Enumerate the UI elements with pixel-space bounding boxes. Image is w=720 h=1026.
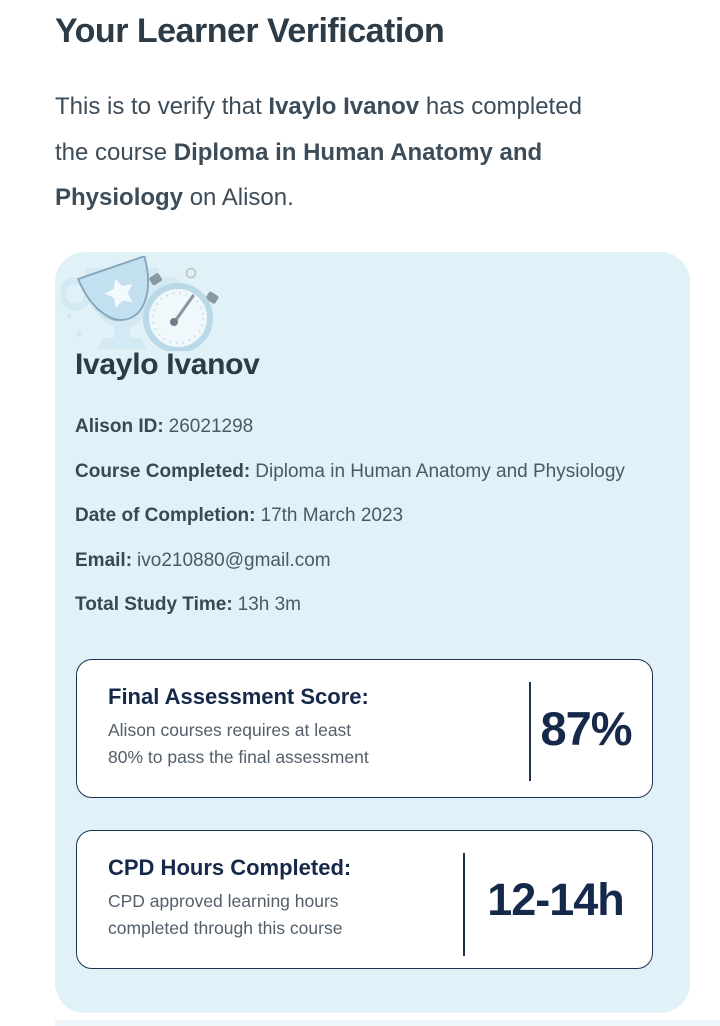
cpd-desc-line1: CPD approved learning hours bbox=[108, 891, 339, 911]
intro-line1-prefix: This is to verify that bbox=[55, 93, 269, 120]
intro-text bbox=[55, 84, 685, 221]
detail-value: Diploma in Human Anatomy and Physiology bbox=[255, 460, 625, 482]
score-desc-line1: Alison courses requires at least bbox=[108, 720, 352, 740]
detail-label: Email: bbox=[75, 549, 133, 571]
intro-course-part2: Physiology bbox=[55, 184, 184, 211]
intro-learner-name: Ivaylo Ivanov bbox=[268, 93, 420, 120]
cpd-box-description bbox=[108, 888, 351, 942]
detail-label: Total Study Time: bbox=[75, 594, 233, 615]
intro-line2-prefix: the course bbox=[55, 138, 174, 166]
cpd-hours-box bbox=[76, 830, 653, 969]
score-box-divider bbox=[529, 682, 531, 781]
learner-name: Ivaylo Ivanov bbox=[75, 348, 260, 381]
intro-course-part1: Diploma in Human Anatomy and bbox=[173, 138, 543, 166]
cpd-box-text bbox=[108, 855, 351, 942]
score-box-description bbox=[108, 717, 369, 771]
cpd-box-divider bbox=[463, 853, 465, 956]
detail-value: ivo210880@gmail.com bbox=[137, 549, 331, 571]
final-assessment-score-box bbox=[76, 659, 653, 798]
detail-label: Course Completed: bbox=[75, 460, 251, 482]
intro-line3-suffix: on Alison. bbox=[183, 184, 294, 211]
intro-line1-suffix: has completed bbox=[419, 93, 582, 120]
detail-row-alison-id bbox=[75, 416, 625, 438]
verification-card bbox=[55, 252, 690, 1013]
detail-row-study-time bbox=[75, 594, 625, 616]
detail-row-email bbox=[75, 550, 625, 572]
next-section-edge bbox=[55, 1020, 720, 1026]
score-box-heading: Final Assessment Score: bbox=[108, 684, 369, 709]
cpd-desc-line2: completed through this course bbox=[108, 918, 343, 938]
detail-label: Alison ID: bbox=[75, 416, 164, 437]
detail-value: 17th March 2023 bbox=[260, 505, 404, 526]
detail-label: Date of Completion: bbox=[75, 505, 256, 526]
detail-value: 13h 3m bbox=[237, 594, 302, 615]
score-box-text bbox=[108, 684, 369, 771]
detail-value: 26021298 bbox=[168, 416, 254, 437]
cpd-value: 12-14h bbox=[487, 873, 624, 925]
detail-row-date bbox=[75, 505, 625, 527]
detail-row-course bbox=[75, 461, 625, 483]
trophy-stopwatch-illustration bbox=[61, 256, 226, 351]
stopwatch-icon bbox=[146, 269, 219, 351]
cpd-box-heading: CPD Hours Completed: bbox=[108, 855, 352, 880]
score-value: 87% bbox=[540, 702, 632, 755]
score-desc-line2: 80% to pass the final assessment bbox=[108, 747, 369, 767]
details-list bbox=[75, 416, 625, 639]
page-title: Your Learner Verification bbox=[55, 12, 445, 50]
